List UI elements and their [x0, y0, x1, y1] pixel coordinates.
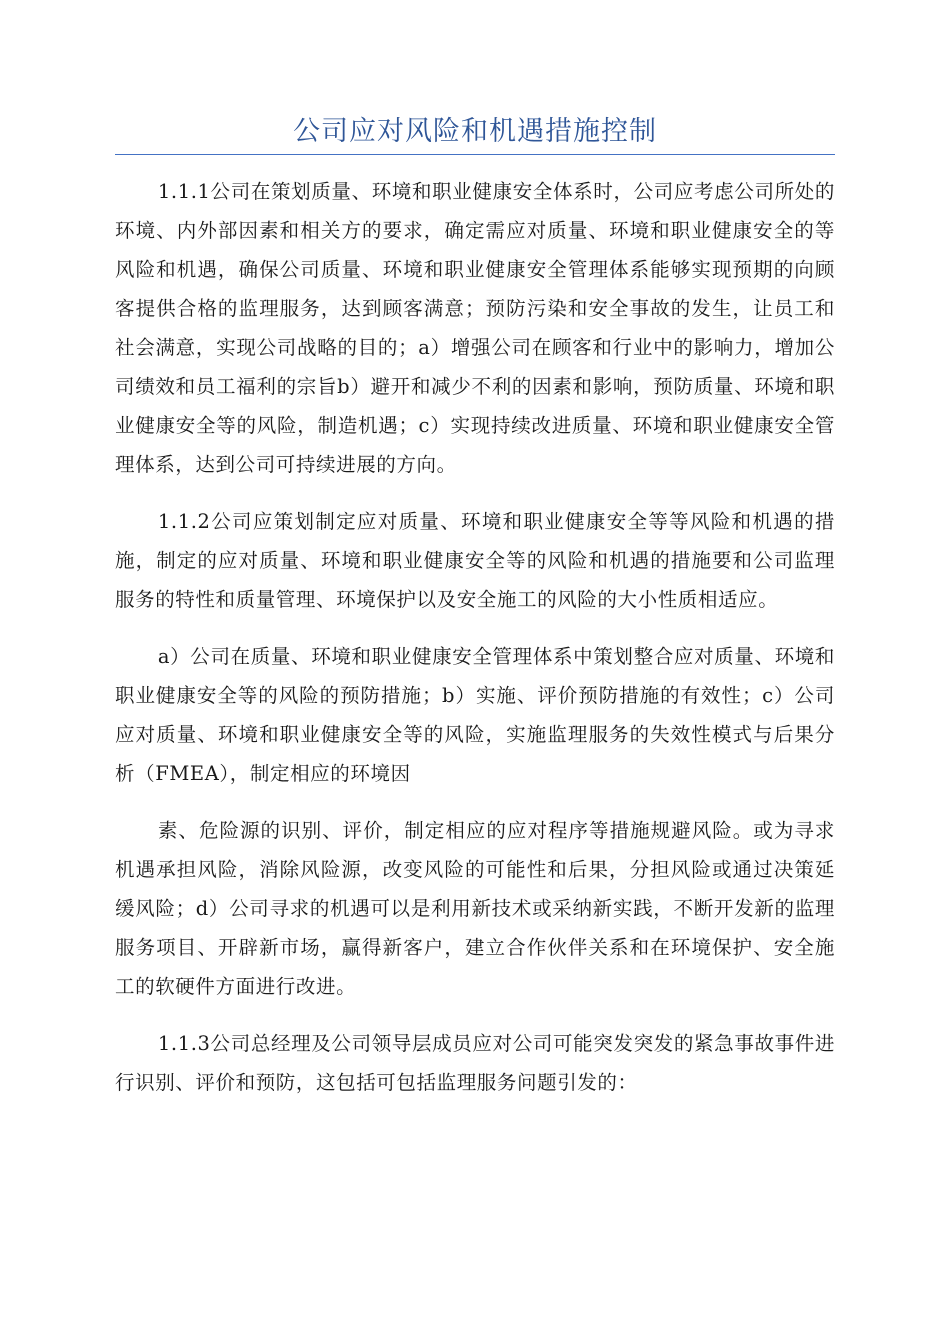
- paragraph-measures-a-c: a）公司在质量、环境和职业健康安全管理体系中策划整合应对质量、环境和职业健康安全等的风险的预防措施；b）实施、评价预防措施的有效性；c）公司应对质量、环境和职业健康安全等的风险，实施监理服务的失效性模式与后果分析（FMEA），制定相应的环境因: [115, 645, 835, 785]
- paragraph-1-1-1: 1.1.1公司在策划质量、环境和职业健康安全体系时，公司应考虑公司所处的环境、内外部因素和相关方的要求，确定需应对质量、环境和职业健康安全的等风险和机遇，确保公司质量、环境和职业健康安全管理体系能够实现预期的向顾客提供合格的监理服务，达到顾客满意；预防污染和安全事故的发生，让员工和社会满意，实现公司战略的目的；a）增强公司在顾客和行业中的影响力，增加公司绩效和员工福利的宗旨b）避开和减少不利的因素和影响，预防质量、环境和职业健康安全等的风险，制造机遇；c）实现持续改进质量、环境和职业健康安全管理体系，达到公司可持续进展的方向。: [115, 180, 835, 476]
- paragraph-1-1-2: 1.1.2公司应策划制定应对质量、环境和职业健康安全等等风险和机遇的措施，制定的应对质量、环境和职业健康安全等的风险和机遇的措施要和公司监理服务的特性和质量管理、环境保护以及安全施工的风险的大小性质相适应。: [115, 510, 835, 611]
- paragraph-1-1-3: 1.1.3公司总经理及公司领导层成员应对公司可能突发突发的紧急事故事件进行识别、评价和预防，这包括可包括监理服务问题引发的：: [115, 1032, 835, 1094]
- page-title: 公司应对风险和机遇措施控制: [293, 116, 657, 147]
- title-divider: [115, 154, 835, 155]
- document-body: [115, 172, 835, 1120]
- paragraph-measures-continued: 素、危险源的识别、评价，制定相应的应对程序等措施规避风险。或为寻求机遇承担风险，消除风险源，改变风险的可能性和后果，分担风险或通过决策延缓风险；d）公司寻求的机遇可以是利用新技术或采纳新实践，不断开发新的监理服务项目、开辟新市场，赢得新客户，建立合作伙伴关系和在环境保护、安全施工的软硬件方面进行改进。: [115, 819, 835, 998]
